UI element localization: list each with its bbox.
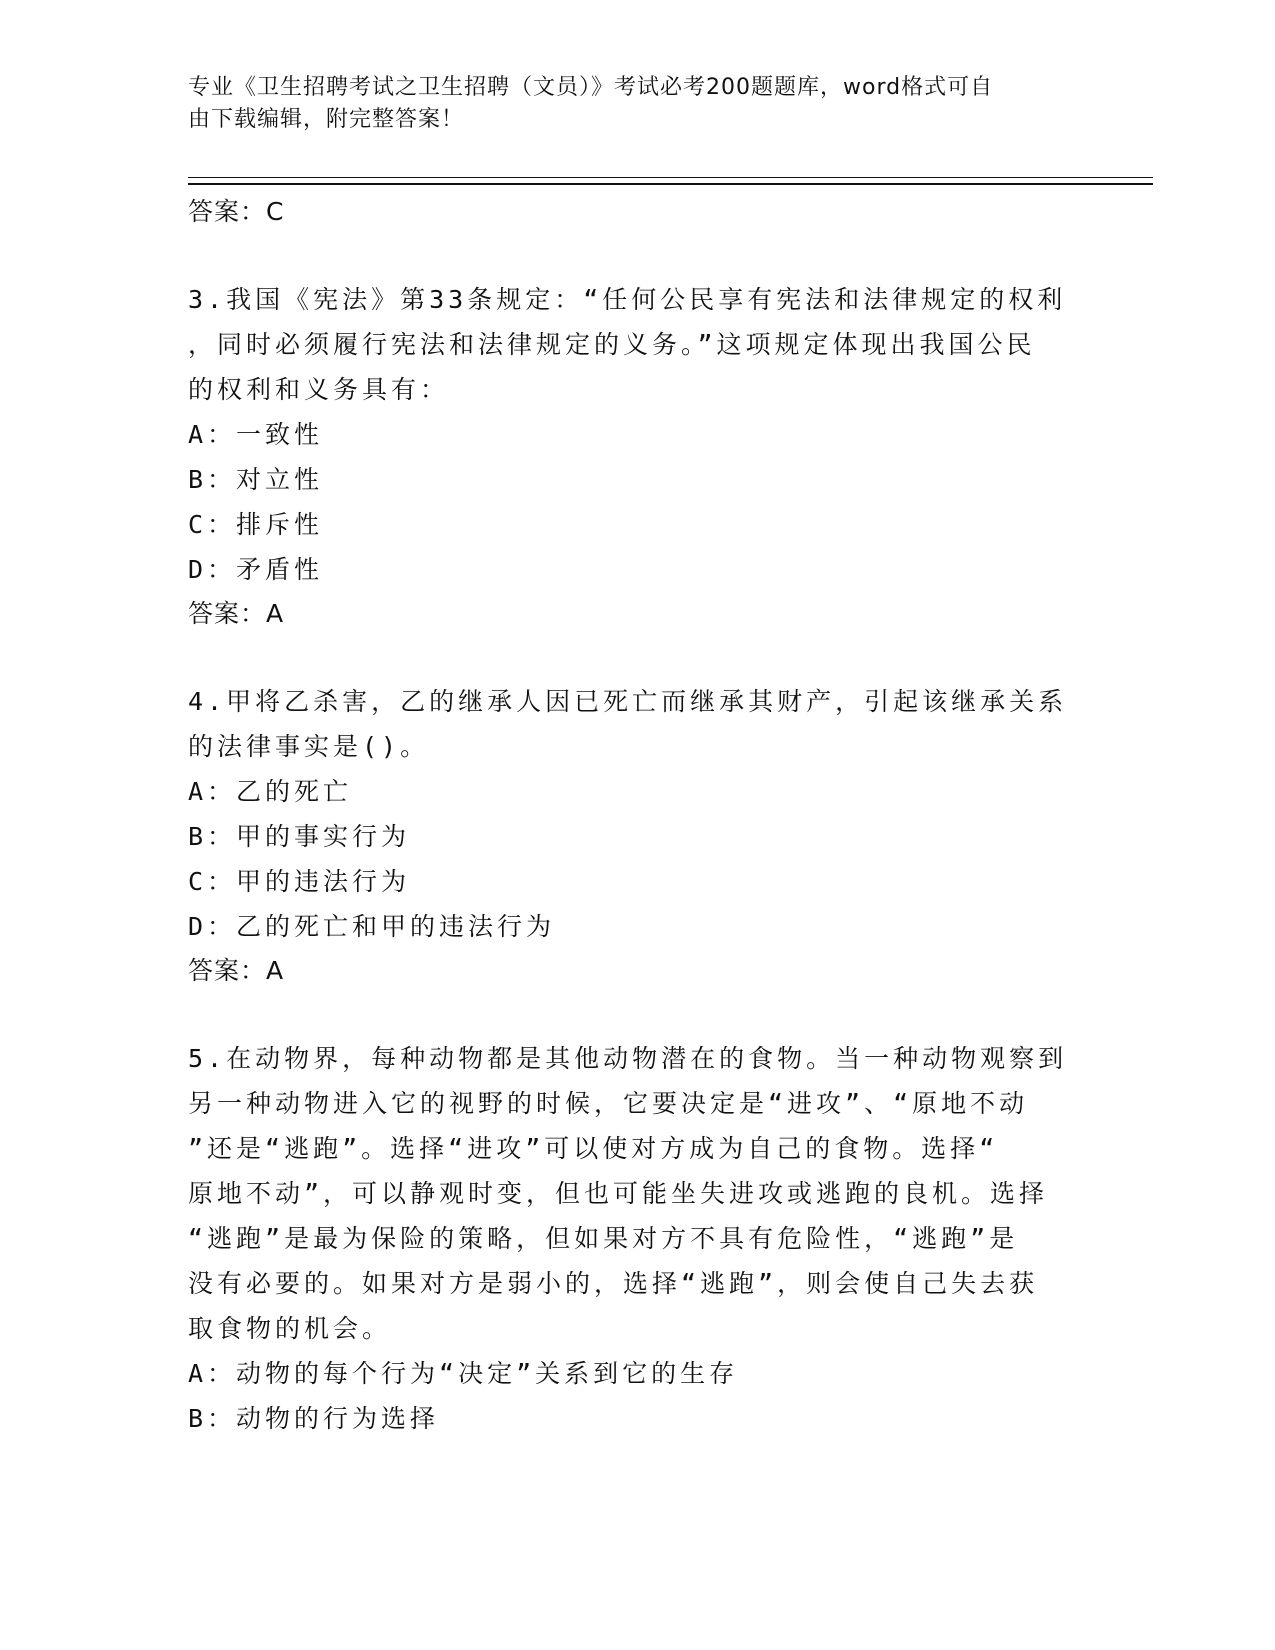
header-rule-thick: [188, 183, 1153, 185]
question-5: [188, 1036, 1078, 1441]
question-3: [188, 277, 1078, 636]
header-line-1: 专业《卫生招聘考试之卫生招聘（文员）》考试必考200题题库，word格式可自: [188, 75, 994, 100]
question-line: 的法律事实是()。: [188, 732, 430, 761]
document-header: [188, 72, 1068, 136]
option-b: B：对立性: [188, 465, 324, 494]
spacer: [188, 234, 1078, 277]
question-line: 的权利和义务具有：: [188, 375, 450, 404]
question-line: “逃跑”是最为保险的策略，但如果对方不具有危险性，“逃跑”是: [188, 1224, 1019, 1253]
question-line: 5.在动物界，每种动物都是其他动物潜在的食物。当一种动物观察到: [188, 1044, 1068, 1073]
question-line: ”还是“逃跑”。选择“进攻”可以使对方成为自己的食物。选择“: [188, 1134, 999, 1163]
answer: 答案：A: [188, 599, 285, 628]
question-text: [188, 679, 1078, 769]
question-line: 原地不动”，可以静观时变，但也可能坐失进攻或逃跑的良机。选择: [188, 1179, 1049, 1208]
question-text: [188, 277, 1078, 412]
question-line: ，同时必须履行宪法和法律规定的义务。”这项规定体现出我国公民: [188, 330, 1036, 359]
option-c: C：甲的违法行为: [188, 867, 411, 896]
header-rule-thin: [188, 177, 1153, 178]
option-b: B：甲的事实行为: [188, 822, 411, 851]
answer: 答案：A: [188, 956, 285, 985]
option-a: A：乙的死亡: [188, 777, 353, 806]
option-b: B：动物的行为选择: [188, 1404, 440, 1433]
question-line: 没有必要的。如果对方是弱小的，选择“逃跑”，则会使自己失去获: [188, 1269, 1039, 1298]
spacer: [188, 636, 1078, 679]
question-line: 取食物的机会。: [188, 1314, 392, 1343]
option-a: A：一致性: [188, 420, 324, 449]
option-d: D：矛盾性: [188, 555, 324, 584]
header-line-2: 由下载编辑，附完整答案！: [188, 107, 465, 132]
document-body: [188, 190, 1078, 1441]
answer-previous: 答案：C: [188, 197, 285, 226]
question-line: 另一种动物进入它的视野的时候，它要决定是“进攻”、“原地不动: [188, 1089, 1029, 1118]
question-4: [188, 679, 1078, 993]
question-text: [188, 1036, 1078, 1351]
question-line: 3.我国《宪法》第33条规定：“任何公民享有宪法和法律规定的权利: [188, 285, 1067, 314]
option-d: D：乙的死亡和甲的违法行为: [188, 912, 556, 941]
question-line: 4.甲将乙杀害，乙的继承人因已死亡而继承其财产，引起该继承关系: [188, 687, 1068, 716]
option-c: C：排斥性: [188, 510, 324, 539]
spacer: [188, 993, 1078, 1036]
option-a: A：动物的每个行为“决定”关系到它的生存: [188, 1359, 739, 1388]
